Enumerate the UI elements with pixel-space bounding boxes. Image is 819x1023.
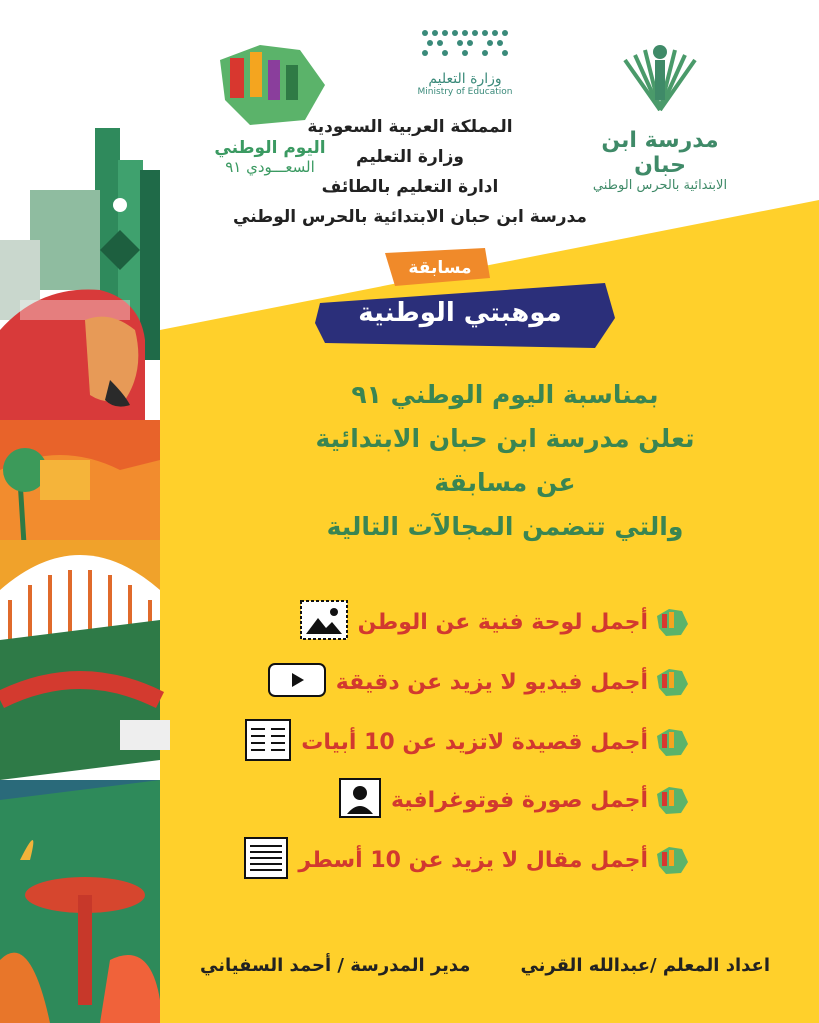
principal: مدير المدرسة / أحمد السفياني bbox=[200, 955, 471, 976]
list-item bbox=[300, 600, 690, 644]
header-text-block bbox=[233, 112, 587, 227]
school-logo-name: مدرسة ابن حبان bbox=[601, 128, 719, 178]
school-logo-subtitle: الابتدائية بالحرس الوطني bbox=[592, 178, 728, 193]
list-item bbox=[244, 838, 690, 882]
intro-line-4: والتي تتضمن المجالآت التالية bbox=[326, 512, 684, 541]
footer bbox=[190, 955, 770, 985]
person-photo-icon bbox=[339, 778, 381, 822]
intro-line-3: عن مسابقة bbox=[434, 468, 576, 497]
intro-text bbox=[195, 373, 815, 549]
prepared-by: اعداد المعلم /عبدالله القرني bbox=[520, 955, 770, 976]
school-name-line: مدرسة ابن حبان الابتدائية بالحرس الوطني bbox=[233, 207, 587, 227]
item-text: أجمل مقال لا يزيد عن 10 أسطر bbox=[298, 847, 648, 873]
saudi-map-bullet-icon bbox=[654, 844, 690, 876]
contest-title: موهبتي الوطنية bbox=[358, 298, 562, 328]
article-icon bbox=[244, 837, 288, 883]
intro-line-1: بمناسبة اليوم الوطني ٩١ bbox=[351, 380, 659, 409]
list-item bbox=[339, 778, 690, 822]
ministry-line: وزارة التعليم bbox=[356, 147, 464, 167]
ministry-logo-arabic: وزارة التعليم bbox=[428, 71, 502, 87]
contest-label: مسابقة bbox=[408, 258, 472, 278]
saudi-map-bullet-icon bbox=[654, 726, 690, 758]
saudi-map-bullet-icon bbox=[654, 606, 690, 638]
item-text: أجمل قصيدة لاتزيد عن 10 أبيات bbox=[301, 729, 648, 755]
image-icon bbox=[300, 600, 348, 644]
item-text: أجمل صورة فوتوغرافية bbox=[390, 787, 648, 813]
intro-line-2: تعلن مدرسة ابن حبان الابتدائية bbox=[315, 424, 695, 453]
national-day-subtitle: السعـــودي ٩١ bbox=[225, 158, 315, 176]
ministry-logo-english: Ministry of Education bbox=[417, 87, 513, 97]
education-office-line: ادارة التعليم بالطائف bbox=[321, 177, 499, 197]
poem-icon bbox=[245, 719, 291, 765]
list-item bbox=[245, 720, 690, 764]
school-logo bbox=[585, 40, 735, 193]
list-item bbox=[268, 660, 690, 704]
school-emblem-icon bbox=[605, 40, 715, 120]
play-icon bbox=[268, 663, 326, 701]
ministry-of-education-logo bbox=[405, 25, 525, 105]
item-text: أجمل لوحة فنية عن الوطن bbox=[357, 609, 648, 635]
saudi-map-bullet-icon bbox=[654, 784, 690, 816]
saudi-map-bullet-icon bbox=[654, 666, 690, 698]
national-day-title: اليوم الوطني bbox=[214, 138, 326, 158]
ministry-dots-icon bbox=[415, 25, 515, 61]
item-text: أجمل فيديو لا يزيد عن دقيقة bbox=[335, 669, 648, 695]
kingdom-line: المملكة العربية السعودية bbox=[307, 117, 513, 137]
